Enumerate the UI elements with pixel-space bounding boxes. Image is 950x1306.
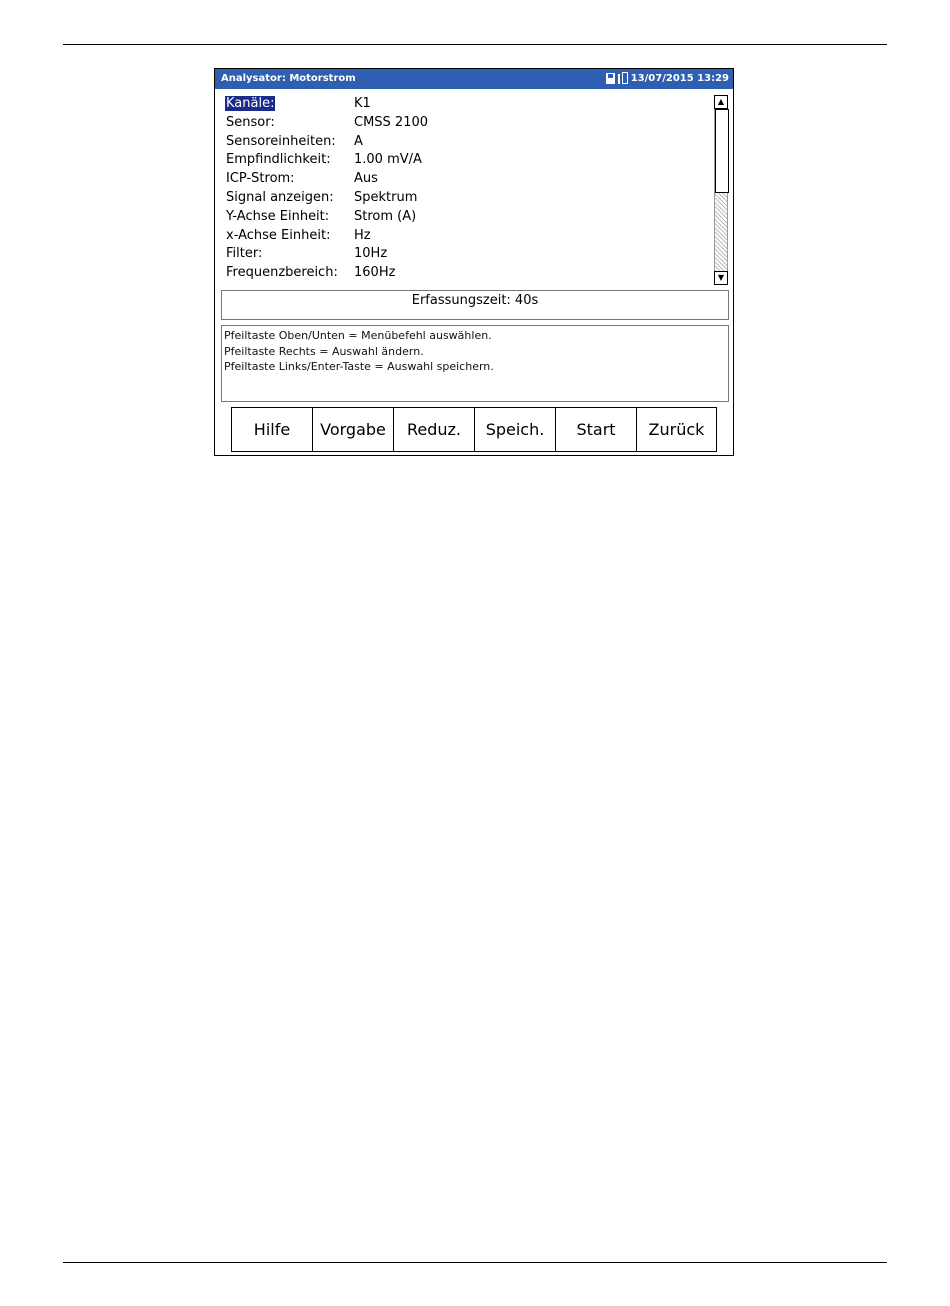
scroll-down-arrow-icon[interactable]: ▼ — [714, 271, 728, 285]
analyzer-screen — [214, 68, 734, 456]
setting-label: Sensoreinheiten: — [226, 133, 336, 149]
setting-value: K1 — [354, 96, 371, 111]
status-icons — [606, 72, 729, 84]
setting-value: Strom (A) — [354, 208, 417, 224]
setting-row-sensoreinheiten[interactable] — [221, 133, 711, 152]
setting-row-y-achse[interactable] — [221, 208, 711, 227]
scroll-track[interactable] — [714, 109, 728, 271]
setting-row-filter[interactable] — [221, 245, 711, 264]
setting-value: CMSS 2100 — [354, 114, 429, 130]
settings-list — [221, 95, 711, 283]
window-title: Analysator: Motorstrom — [221, 73, 356, 84]
function-button-bar — [231, 407, 717, 452]
setting-row-kanaele[interactable] — [221, 95, 711, 114]
help-text-box — [221, 325, 729, 402]
datetime: 13/07/2015 13:29 — [630, 72, 729, 84]
default-button[interactable]: Vorgabe — [312, 407, 393, 452]
setting-row-frequenzbereich[interactable] — [221, 264, 711, 283]
battery-icon — [618, 72, 629, 84]
reduce-button[interactable]: Reduz. — [393, 407, 474, 452]
setting-row-signal-anzeigen[interactable] — [221, 189, 711, 208]
setting-value: A — [354, 133, 363, 149]
help-button[interactable]: Hilfe — [231, 407, 312, 452]
scroll-thumb[interactable] — [715, 109, 729, 193]
help-line: Pfeiltaste Rechts = Auswahl ändern. — [224, 344, 424, 358]
setting-value: Hz — [354, 227, 371, 243]
setting-row-icp-strom[interactable] — [221, 170, 711, 189]
setting-label: Frequenzbereich: — [226, 265, 338, 281]
help-line: Pfeiltaste Oben/Unten = Menübefehl auswählen. — [224, 329, 492, 342]
setting-value: 160Hz — [354, 265, 396, 281]
setting-label: Signal anzeigen: — [226, 189, 334, 205]
setting-label: Kanäle: — [226, 96, 275, 111]
setting-row-sensor[interactable] — [221, 114, 711, 133]
acquisition-time-status: Erfassungszeit: 40s — [221, 290, 729, 320]
setting-label: Empfindlichkeit: — [226, 152, 331, 168]
scroll-up-arrow-icon[interactable]: ▲ — [714, 95, 728, 109]
help-line: Pfeiltaste Links/Enter-Taste = Auswahl speichern. — [224, 360, 494, 373]
title-bar — [215, 69, 733, 89]
footer-rule — [63, 1262, 887, 1263]
setting-label: Y-Achse Einheit: — [226, 208, 330, 224]
header-rule — [63, 44, 887, 45]
setting-value: 1.00 mV/A — [354, 152, 422, 168]
sd-card-icon — [606, 73, 615, 84]
setting-label: Sensor: — [226, 114, 275, 130]
setting-row-x-achse[interactable] — [221, 227, 711, 246]
back-button[interactable]: Zurück — [636, 407, 717, 452]
settings-scrollbar[interactable] — [714, 95, 728, 285]
setting-row-empfindlichkeit[interactable] — [221, 151, 711, 170]
start-button[interactable]: Start — [555, 407, 636, 452]
setting-value: Aus — [354, 171, 378, 187]
setting-label: x-Achse Einheit: — [226, 227, 331, 243]
setting-value: Spektrum — [354, 189, 418, 205]
setting-value: 10Hz — [354, 246, 388, 262]
setting-label: ICP-Strom: — [226, 171, 295, 187]
save-button[interactable]: Speich. — [474, 407, 555, 452]
setting-label: Filter: — [226, 246, 263, 262]
